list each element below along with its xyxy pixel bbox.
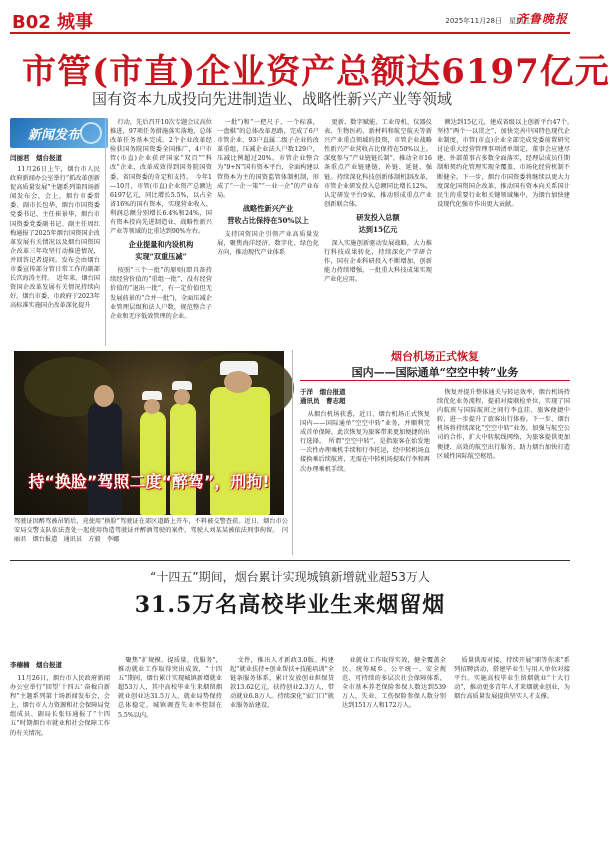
bottom-column-1 — [10, 674, 110, 846]
news-release-badge — [10, 118, 108, 148]
bottom-column-3 — [230, 656, 334, 846]
main-subhead: 国有资本九成投向先进制造业、战略性新兴产业等领域 — [92, 90, 453, 108]
bottom-byline: 李楠楠 烟台报道 — [10, 661, 62, 669]
photo-officer-foreground — [210, 387, 270, 515]
page-header — [10, 6, 570, 34]
photo-officer-head — [144, 399, 160, 414]
globe-icon — [80, 122, 102, 144]
main-col4-text: 更新、数字赋能、工业母机、仪器仪表、生物医药、新材料和航空航天等新兴产业重点领域的投资，市管企业战略性新兴产业营收占比保持在50%以上。深度参与“产业链链长制”，推动全市16条重点产业链建链、补链、延链、强链。持续深化科技创新体制机制改革，市管企业研发投入总额同比增长12%，认定研发平台9家，推动形成重点产业创新联合体。 — [324, 119, 432, 208]
newspaper-logo: 齐鲁晚报 — [515, 12, 568, 26]
section-rule — [10, 560, 570, 561]
main-col2-section-title: 企业提量和内设机构 实现“双重压减” — [128, 240, 194, 262]
bottom-story-title: 31.5万名高校毕业生来烟留烟 — [134, 592, 446, 618]
main-col3-text: 一批”)和“一把尺子、一个标准，一盘棋”的总体改革思路，完成了6户市管企业、93户直属二级子企业的改革重组，压减企业法人户数129户，压减比例超过20%。市管企业整合为“9+N”国有资本平台，全面构建以管资本为主的国资监管体制机制，形成了“一企一策”“一业一企”的产业布局。 — [217, 119, 319, 199]
main-col1-text: 11月26日上午，烟台市人民政府新闻办公室举行“抓改革创新 促高质量发展”主题系列第四场新闻发布会，会上，烟台市委常委、副市长包华，烟台市国资委党委书记、主任崔景华，烟台市国资委党委副书记、副主任周红梅通报了2025年烟台国资国企改革发展有关情况以及烟台国资国企改革三年攻坚行动推进情况，并回答记者提问。发布会由烟台市委宣传部分管日常工作的副部长宫海涛主持。 近年来，烟台国资国企改革发展有关情况持续向好，烟台市委、市政府于2023年高标准实施国企改革深化提升 — [10, 166, 100, 310]
photo-overlay-title: 持“换脸”驾照二度“醉驾”，刑拘! — [28, 472, 270, 491]
photo-officer-head — [174, 389, 190, 405]
airport-title-rule — [300, 380, 570, 381]
main-col4-section-title: 研发投入总额 达到15亿元 — [356, 212, 400, 234]
airport-column-1 — [300, 410, 430, 558]
badge-label: 新闻发布 — [28, 128, 81, 143]
bottom-column-4 — [342, 656, 446, 846]
bottom-col5-text: 质量供需对接，持续开展“职等你来”系列招聘活动，搭建毕业生与用人单位对接平台。实施高校毕业生留烟就业“十大行动”，推动更多青年人才来烟就业创业，为烟台高质量发展提供坚实人才支撑。 — [454, 657, 570, 701]
main-headline: 市管(市直)企业资产总额达6197亿元 — [22, 52, 610, 92]
airport-story-subtitle: 国内——国际通单“空空中转”业务 — [351, 366, 519, 379]
main-col2-text: 行动，先后召开10次专题会议高位推进，97项任务措施落实落地，总体改革任务基本完成。2个企业改革经验获国务院国资委全国推广，4户市管(市直)企业获评国家“双百”“科改”企业，改革成效得到国务院国资委、省国资委的肯定和支持。 今年1—10月，市管(市直)企业资产总额达6197亿元，同比增长5.5%，以占全省16%的国有资本，实现营业收入、利润总额分别增长6.4%和24%，国有资本投向先进制造业、战略性新兴产业等领域的比重达到90%左右。 — [110, 119, 212, 236]
bottom-column-2 — [118, 656, 222, 846]
photo-officer — [170, 403, 196, 515]
main-column-5 — [437, 118, 577, 346]
bottom-col2-text: 聚焦“扩规模、提质量、优服务”，推动就业工作取得突出成效，“十四五”期间，烟台累计实现城镇新增就业超53万人，其中高校毕业生来烟留烟就业创业达31.5万人，就业局势保持总体稳定，城镇调查失业率控制在5.5%以内。 — [118, 657, 222, 719]
main-col2b-text: 按照“三个一批”的原则(即具备持续经营价值的“重组一批”，没有经营价值的“退出一批”，有一定价值但无发展前景的“合并一批”)，全面压减企业管理层级和法人户数，规范整合子企业和无序低效管理的企业。 — [110, 267, 212, 320]
airport-story-title: 烟台机场正式恢复 — [391, 350, 479, 363]
photo-driver-head — [94, 385, 114, 407]
photo-officer-head — [224, 371, 252, 393]
news-photo — [14, 351, 284, 515]
airport-col1-text: 从烟台机场获悉，近日，烟台机场正式恢复国内——国际通单“空空中转”业务，并顺利完成首单保障，此次恢复为旅客带来更加便捷的出行选择。 所谓“空空中转”，是指旅客在始发地一次性办理乘机手续和行李托运，经中转机场直接换乘后续航班，无需在中转机场提取行李和再次办理乘机手续。 — [300, 411, 430, 473]
airport-column-2 — [437, 388, 570, 558]
bottom-column-5 — [454, 656, 570, 846]
airport-col2-text: 恢复并提升整体通关与转运效率，烟台机场持续优化业务流程，提前对接联检单位，实现了国内航班与国际航班之间行李直挂、旅客便捷中转，进一步提升了旅客出行体验。下一步，烟台机场将持续深化“空空中转”业务，加强与航空公司的合作，扩大中转航线网络，为旅客提供更加便捷、高效的航空出行服务，助力烟台加快打造区域性国际航空枢纽。 — [437, 389, 570, 460]
photo-officer — [140, 411, 166, 515]
main-column-1 — [10, 165, 100, 345]
bottom-story-kicker: “十四五”期间，烟台累计实现城镇新增就业超53万人 — [150, 570, 430, 584]
photo-caption: 驾驶证因醉驾被吊销后，竟使用“换脸”驾驶证在郊区道路上开车，不料被交警查获。近日，烟台市公安局交警支队依法查处一起使用伪造驾驶证并醉酒驾驶的案件，驾驶人刘某某被依法刑事拘留。 闫丽君 烟台报道 通讯员 方毅 李娜 — [14, 518, 288, 543]
bottom-col3-text: 文件，推出人才新政3.0版。构建起“就业扶持+创业帮扶+技能培训”全链条服务体系，累计发放创业担保贷款13.62亿元，扶持创业2.3万人，带动就业6.8万人。持续深化“家门口”就业服务站建设。 — [230, 657, 334, 710]
main-column-2 — [110, 118, 212, 346]
column-divider — [292, 350, 293, 555]
airport-byline: 于洋 烟台报道 通讯员 曹志超 — [300, 388, 346, 405]
main-column-3 — [217, 118, 319, 346]
bottom-col1-text: 11月26日，烟台市人民政府新闻办公室举行“回望‘十四五’ 奋楫自新程”主题系列第十场新闻发布会，会上，烟台市人力资源和社会保障局党组成员、副局长张钰通报了“十四五”时期烟台市就业和社会保障工作的有关情况。 — [10, 675, 110, 737]
main-col4b-text: 深入实施创新驱动发展战略，大力推行科技成果转化，持续深化产学研合作，国有企业科研投入不断增加，创新能力持续增强，一批重大科技成果实现产业化应用。 — [324, 239, 432, 284]
main-col3-section-title: 战略性新兴产业 营收占比保持在50%以上 — [227, 203, 309, 225]
photo-driver — [88, 403, 122, 515]
bottom-col4-text: 业就业工作取得实效，健全覆盖全民、统筹城乡、公平统一、安全规范、可持续的多层次社会保障体系，全市基本养老保险参保人数达到539万人，失业、工伤保险参保人数分别达到151万人和172万人。 — [342, 657, 446, 710]
main-col5-text: 额达到15亿元，建成省级以上创新平台47个。 坚持“两个一以贯之”，加快完善中国特色现代企业制度，市管(市直)企业全部完成党委前置研究讨论重大经营管理事项清单制定，董事会应建尽建、外部董事占多数全面落实，经理层成员任期制和契约化管理实现全覆盖，市场化经营机制不断健全。下一步，烟台市国资委将继续以更大力度深化国资国企改革，推动国有资本向关系国计民生的重要行业和关键领域集中，为烟台加快建设现代化强市作出更大贡献。 — [437, 119, 577, 208]
main-byline: 闫丽君 烟台报道 — [10, 154, 62, 162]
page-number: B02 城事 — [12, 12, 94, 33]
column-divider — [105, 118, 106, 346]
main-col3b-text: 支持国资国企引领产业高质量发展，聚焦海洋经济、数字化、绿色化方向，推动现代产业体系 — [217, 230, 319, 257]
main-column-4 — [324, 118, 432, 346]
publication-date: 2025年11月28日 星期五 — [445, 17, 530, 25]
